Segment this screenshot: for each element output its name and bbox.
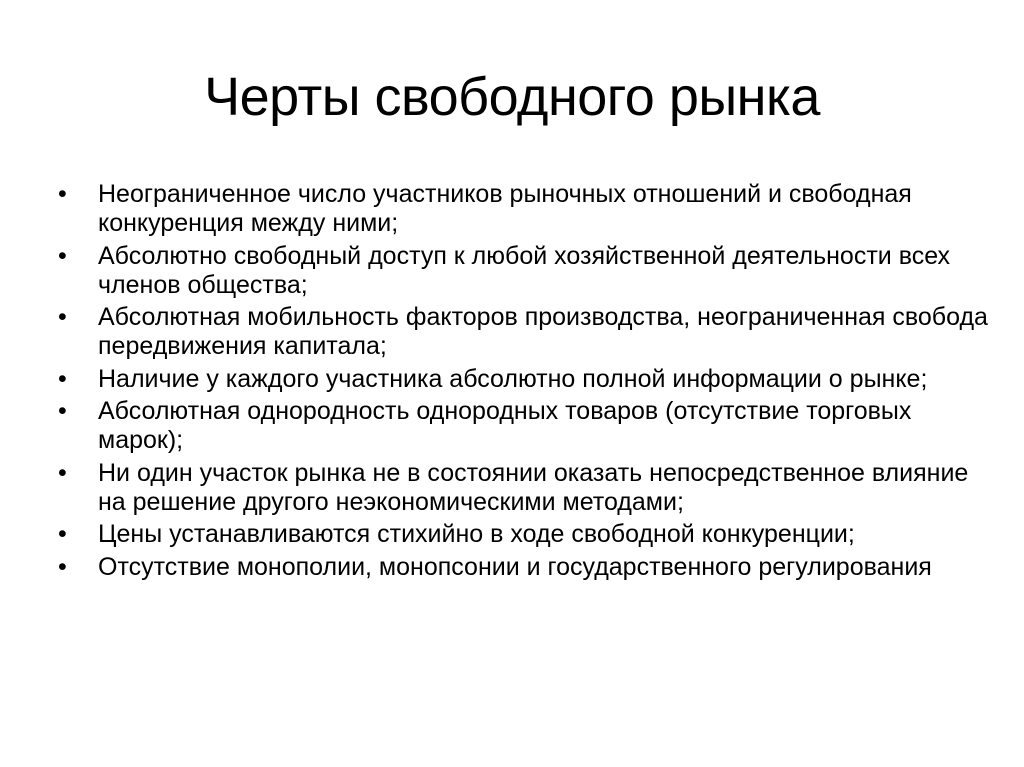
bullet-icon: • [58,303,67,331]
list-item [58,397,988,455]
list-item [58,520,988,549]
bullet-icon: • [58,364,67,393]
list-item [58,553,988,582]
bullet-icon: • [58,520,67,548]
bullet-icon: • [58,241,67,270]
list-item [58,180,988,238]
bullet-icon: • [58,458,67,487]
list-item-text: Неограниченное число участников рыночных отношений и свободная конкуренция между ними; [98,180,912,237]
list-item-text: Отсутствие монополии, монопсонии и государственного регулирования [98,552,932,581]
bullet-list [58,180,988,585]
list-item-text: Абсолютная однородность однородных товаров (отсутствие торговых марок); [98,397,912,454]
bullet-icon: • [58,552,67,581]
list-item-text: Ни один участок рынка не в состоянии оказать непосредственное влияние на решение другого неэкономическими методами; [98,458,969,516]
list-item [58,303,988,361]
list-item-text: Цены устанавливаются стихийно в ходе свободной конкуренции; [98,520,855,548]
list-item [58,242,988,300]
list-item [58,459,988,517]
list-item [58,365,988,394]
list-item-text: Абсолютная мобильность факторов производства, неограниченная свобода передвижения капитала; [98,303,988,360]
bullet-icon: • [58,397,67,425]
list-item-text: Наличие у каждого участника абсолютно полной информации о рынке; [98,364,928,393]
list-item-text: Абсолютно свободный доступ к любой хозяйственной деятельности всех членов общества; [98,241,951,299]
slide-title: Черты свободного рынка [204,67,820,127]
bullet-icon: • [58,180,67,208]
